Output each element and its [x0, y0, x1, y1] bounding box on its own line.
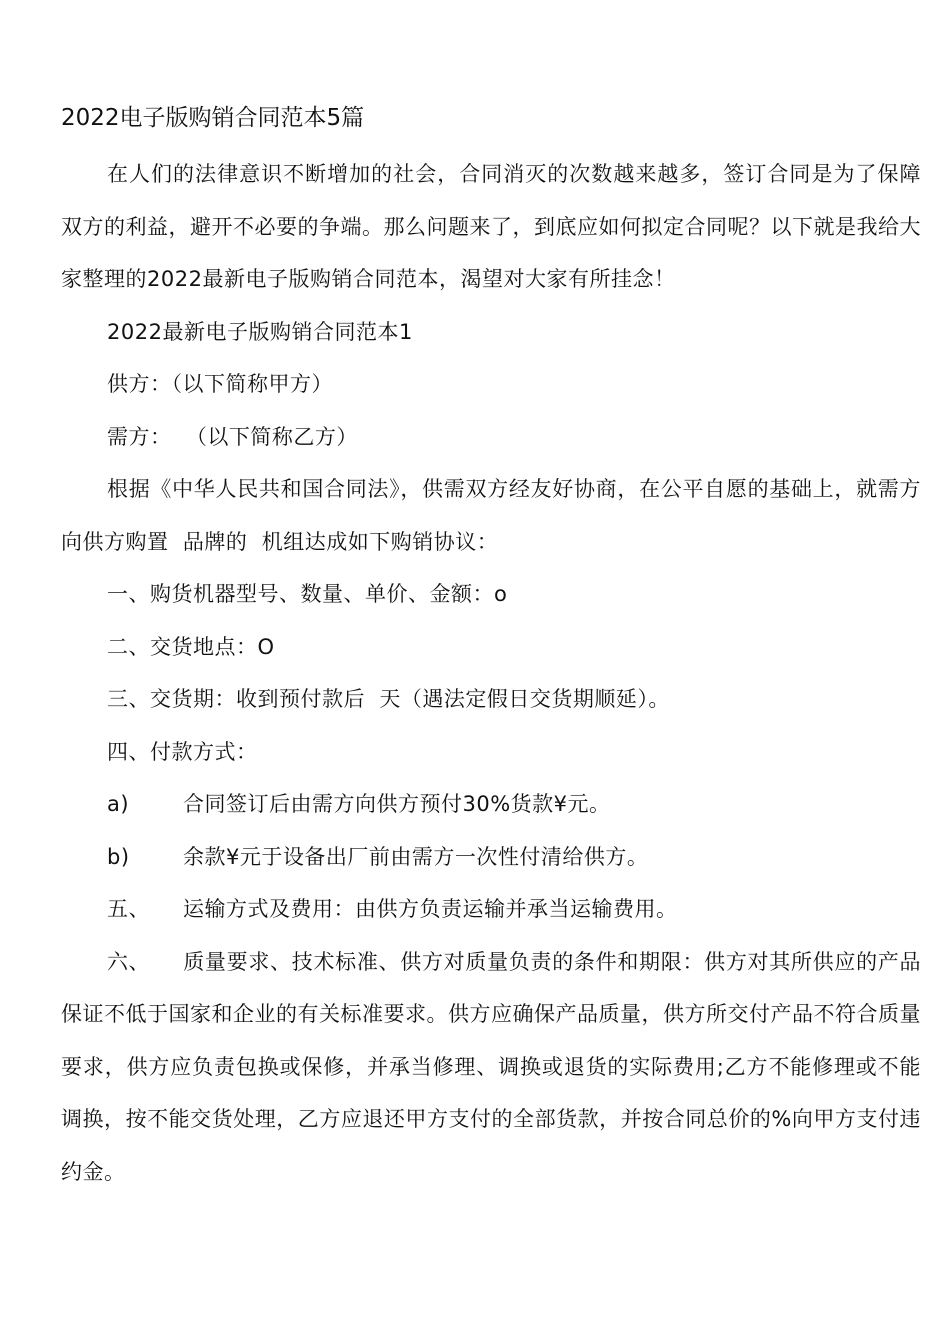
clause-1: 一、购货机器型号、数量、单价、金额：o [107, 582, 508, 606]
document-title: 2022电子版购销合同范本5篇 [61, 105, 365, 131]
list-marker: b) [107, 844, 130, 869]
buyer-line: 需方： （以下简称乙方） [107, 424, 358, 449]
payment-item-a [61, 778, 921, 831]
list-marker: a) [107, 792, 130, 816]
section-heading: 2022最新电子版购销合同范本1 [107, 319, 413, 344]
intro-paragraph: 在人们的法律意识不断增加的社会，合同消灭的次数越来越多，签订合同是为了保障双方的利益，避开不必要的争端。那么问题来了，到底应如何拟定合同呢？以下就是我给大家整理的2022最新电子版购销合同范本，渴望对大家有所挂念！ [61, 162, 921, 291]
payment-item-b [61, 831, 921, 884]
clause-marker: 五、 [107, 897, 150, 921]
clause-3: 三、交货期：收到预付款后 天（遇法定假日交货期顺延）。 [107, 687, 670, 711]
basis-paragraph: 根据《中华人民共和国合同法》，供需双方经友好协商，在公平自愿的基础上，就需方向供方购置 品牌的 机组达成如下购销协议： [61, 477, 921, 554]
list-item-text: 合同签订后由需方向供方预付30%货款¥元。 [183, 792, 611, 816]
clause-marker: 六、 [107, 949, 150, 974]
clause-text: 运输方式及费用：由供方负责运输并承当运输费用。 [183, 897, 678, 921]
supplier-line: 供方：（以下简称甲方） [107, 372, 333, 396]
list-item-text: 余款¥元于设备出厂前由需方一次性付清给供方。 [183, 844, 649, 869]
clause-2: 二、交货地点：O [107, 634, 275, 659]
document-page [61, 98, 921, 1198]
clause-text: 质量要求、技术标准、供方对质量负责的条件和期限：供方对其所供应的产品保证不低于国家和企业的有关标准要求。供方应确保产品质量，供方所交付产品不符合质量要求，供方应负责包换或保修，并承当修理、调换或退货的实际费用;乙方不能修理或不能调换，按不能交货处理，乙方应退还甲方支付的全部货款，并按合同总价的%向甲方支付违约金。 [61, 949, 921, 1184]
clause-6 [61, 936, 921, 1199]
clause-5 [61, 883, 921, 936]
clause-4: 四、付款方式： [107, 739, 258, 764]
